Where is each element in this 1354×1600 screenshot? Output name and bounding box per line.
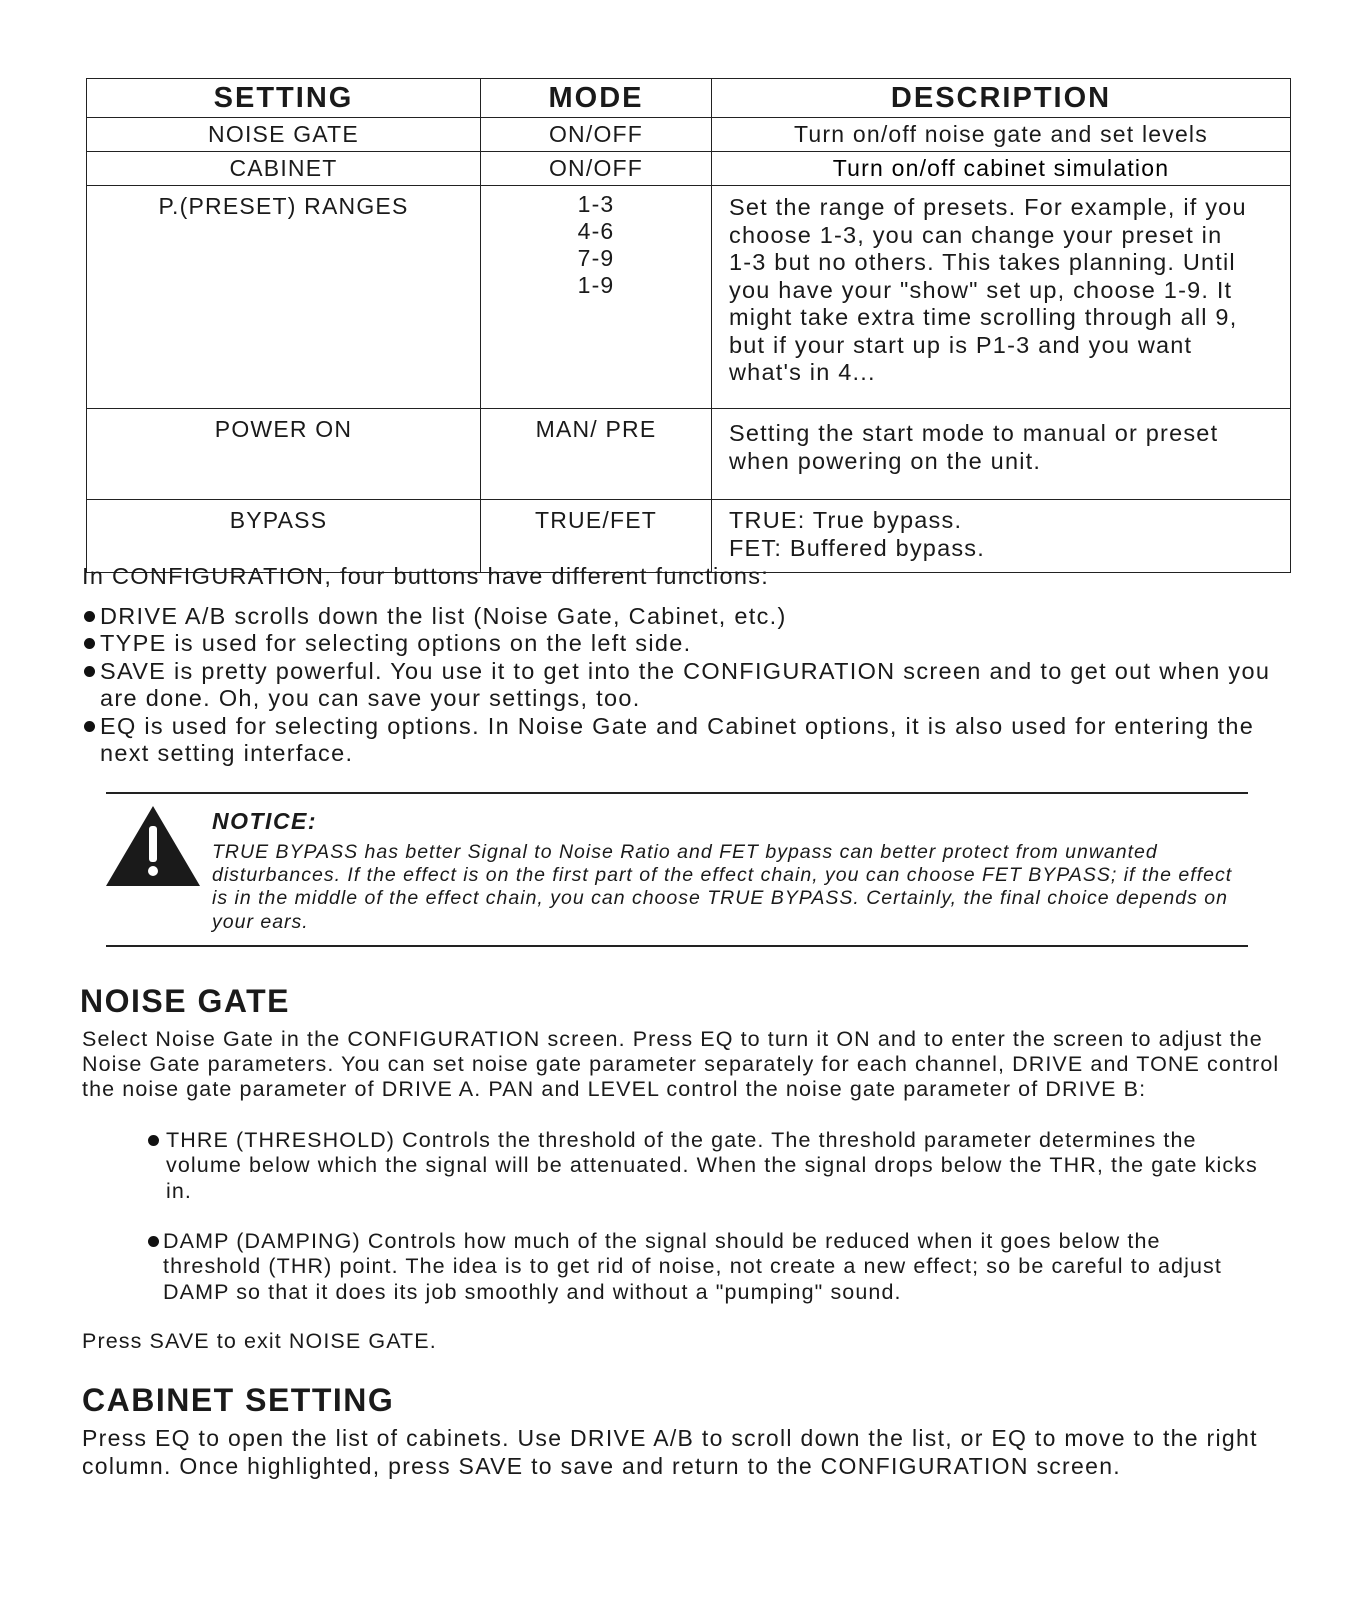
table-cell-setting: BYPASS <box>87 500 481 573</box>
table-cell-description <box>712 409 1291 500</box>
table-cell-description <box>712 186 1291 409</box>
table-row-power-on <box>87 409 1291 500</box>
description-line: you have your "show" set up, choose 1-9. It <box>729 276 1233 303</box>
cabinet-setting-heading: CABINET SETTING <box>82 1382 395 1418</box>
table-cell-setting: NOISE GATE <box>87 118 481 152</box>
bullet-icon <box>148 1236 159 1247</box>
table-header-row <box>87 79 1291 118</box>
table-cell-setting: P.(PRESET) RANGES <box>87 186 481 409</box>
mode-option: 7-9 <box>577 245 615 271</box>
table-cell-description <box>712 500 1291 573</box>
notice-top-divider <box>106 792 1248 794</box>
mode-option: 4-6 <box>577 218 615 244</box>
table-cell-mode: ON/OFF <box>481 152 712 186</box>
description-line: TRUE: True bypass. <box>729 507 963 533</box>
list-item-text: SAVE is pretty powerful. You use it to get into the CONFIGURATION screen and to get out when you are done. Oh, you can save your settings, too. <box>100 657 1271 712</box>
list-item <box>84 713 1284 768</box>
bullet-icon <box>84 638 95 649</box>
damping-param-text: DAMP (DAMPING) Controls how much of the signal should be reduced when it goes below the threshold (THR) point. The idea is to get rid of noise, not create a new effect; so be careful to adjust DAMP so that it does its job smoothly and without a "pumping" sound. <box>163 1229 1222 1304</box>
description-line: 1-3 but no others. This takes planning. Until <box>729 249 1236 275</box>
description-line: what's in 4... <box>729 359 876 385</box>
list-item-text: EQ is used for selecting options. In Noise Gate and Cabinet options, it is also used for entering the next setting interface. <box>100 712 1255 767</box>
mode-option: 1-3 <box>577 191 615 217</box>
description-line: Setting the start mode to manual or preset <box>729 420 1219 446</box>
bullet-icon <box>84 666 95 677</box>
list-item <box>84 603 1284 630</box>
column-header-description: DESCRIPTION <box>712 79 1291 118</box>
notice-title: NOTICE: <box>212 808 318 834</box>
bullet-icon <box>84 721 95 732</box>
bullet-icon <box>148 1135 159 1146</box>
notice-bottom-divider <box>106 945 1248 947</box>
column-header-setting: SETTING <box>87 79 481 118</box>
list-item-text: TYPE is used for selecting options on the left side. <box>100 630 692 657</box>
bullet-icon <box>84 611 95 622</box>
table-cell-setting: POWER ON <box>87 409 481 500</box>
table-cell-mode: MAN/ PRE <box>481 409 712 500</box>
table-cell-mode: ON/OFF <box>481 118 712 152</box>
column-header-mode: MODE <box>481 79 712 118</box>
table-row-cabinet <box>87 152 1291 186</box>
list-item <box>84 658 1284 713</box>
description-line: but if your start up is P1-3 and you want <box>729 331 1193 358</box>
description-line: might take extra time scrolling through all 9, <box>729 304 1238 330</box>
noise-gate-heading: NOISE GATE <box>80 983 290 1019</box>
description-line: FET: Buffered bypass. <box>729 535 985 561</box>
table-cell-mode <box>481 186 712 409</box>
configuration-button-list <box>84 603 1284 767</box>
mode-option: 1-9 <box>577 272 615 298</box>
list-item <box>84 630 1284 657</box>
table-row-preset-ranges <box>87 186 1291 409</box>
table-cell-setting: CABINET <box>87 152 481 186</box>
threshold-param-item <box>148 1128 1258 1204</box>
configuration-intro: In CONFIGURATION, four buttons have different functions: <box>82 563 770 589</box>
noise-gate-paragraph: Select Noise Gate in the CONFIGURATION screen. Press EQ to turn it ON and to enter the screen to adjust the Noise Gate parameters. You can set noise gate parameter separately for each channel, DRIVE and TONE control the noise gate parameter of DRIVE A. PAN and LEVEL control the noise gate parameter of DRIVE B: <box>82 1027 1280 1101</box>
table-row-noise-gate <box>87 118 1291 152</box>
table-cell-description: Turn on/off cabinet simulation <box>712 152 1291 186</box>
description-line: Set the range of presets. For example, if you <box>729 194 1247 220</box>
settings-table <box>86 78 1291 573</box>
description-line: choose 1-3, you can change your preset in <box>729 221 1223 248</box>
notice-body: TRUE BYPASS has better Signal to Noise Ratio and FET bypass can better protect from unwanted disturbances. If the effect is on the first part of the effect chain, you can choose FET BYPASS; if the effect is in the middle of the effect chain, you can choose TRUE BYPASS. Certainly, the final choice depends on your ears. <box>212 841 1233 933</box>
list-item-text: DRIVE A/B scrolls down the list (Noise Gate, Cabinet, etc.) <box>100 603 787 629</box>
damping-param-item <box>148 1229 1248 1305</box>
threshold-param-text: THRE (THRESHOLD) Controls the threshold of the gate. The threshold parameter determines the volume below which the signal will be attenuated. When the signal drops below the THR, the gate kicks in. <box>166 1128 1258 1203</box>
table-cell-description: Turn on/off noise gate and set levels <box>712 118 1291 152</box>
table-cell-mode: TRUE/FET <box>481 500 712 573</box>
description-line: when powering on the unit. <box>729 448 1042 474</box>
noise-gate-exit-instruction: Press SAVE to exit NOISE GATE. <box>82 1329 437 1353</box>
cabinet-setting-paragraph: Press EQ to open the list of cabinets. Use DRIVE A/B to scroll down the list, or EQ to move to the right column. Once highlighted, press SAVE to save and return to the CONFIGURATION screen. <box>82 1425 1258 1479</box>
warning-triangle-icon <box>106 806 200 886</box>
